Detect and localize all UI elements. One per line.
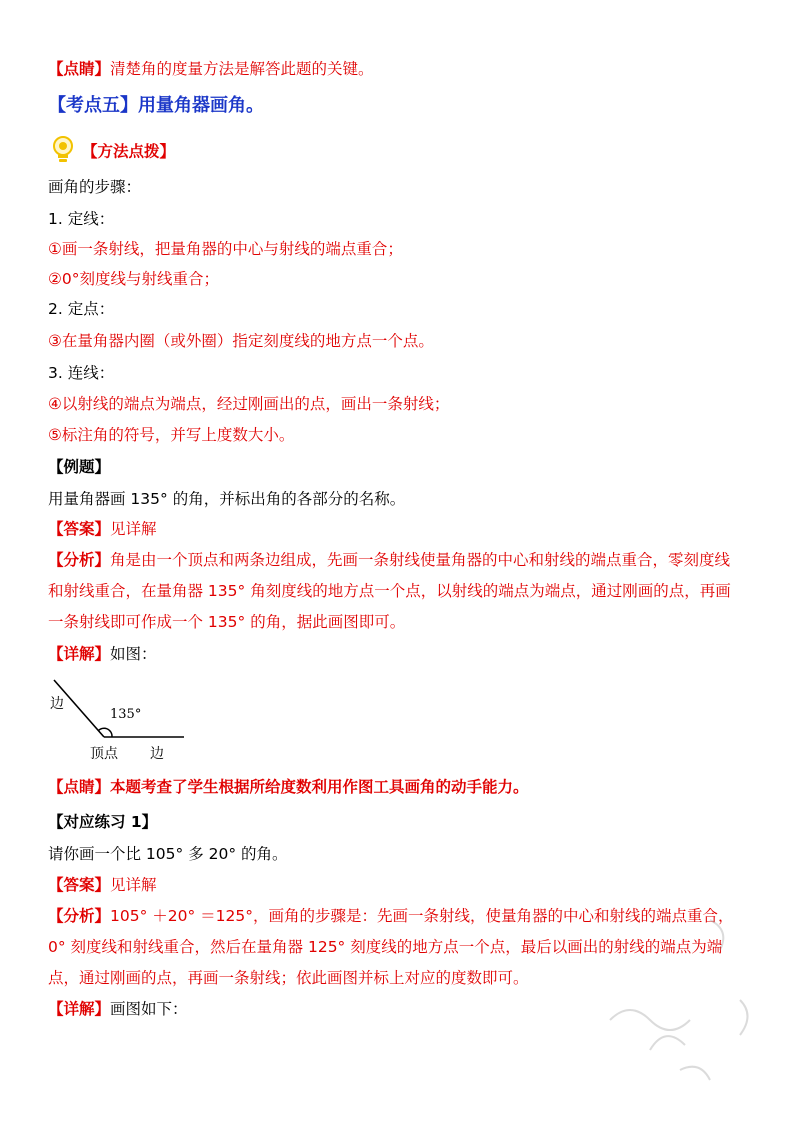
tip-tag: 【点睛】 bbox=[48, 778, 111, 796]
tip-2 bbox=[48, 776, 529, 798]
step3-a: ④以射线的端点为端点，经过刚画出的点，画出一条射线； bbox=[48, 395, 450, 413]
angle-label: 135° bbox=[110, 707, 142, 722]
detail-1 bbox=[48, 643, 157, 665]
practice-title: 【对应练习 1】 bbox=[48, 813, 158, 831]
edge-label-2: 边 bbox=[150, 746, 164, 762]
vertex-label: 顶点 bbox=[90, 746, 118, 762]
step2-title: 2. 定点： bbox=[48, 300, 115, 318]
example-text: 用量角器画 135° 的角，并标出角的各部分的名称。 bbox=[48, 490, 406, 508]
step1-b: ②0°刻度线与射线重合； bbox=[48, 270, 220, 288]
analysis-1-line-2: 和射线重合，在量角器 135° 角刻度线的地方点一个点，以射线的端点为端点，通过刚画的点，再画 bbox=[48, 582, 731, 600]
lightbulb-icon bbox=[48, 134, 78, 170]
analysis-1-line-3: 一条射线即可作成一个 135° 的角，据此画图即可。 bbox=[48, 613, 406, 631]
step2-a: ③在量角器内圈（或外圈）指定刻度线的地方点一个点。 bbox=[48, 332, 434, 350]
section-heading: 【考点五】用量角器画角。 bbox=[48, 95, 264, 116]
detail-text: 画图如下： bbox=[110, 1000, 188, 1018]
answer-2 bbox=[48, 874, 157, 896]
detail-2 bbox=[48, 998, 188, 1020]
practice-text: 请你画一个比 105° 多 20° 的角。 bbox=[48, 845, 288, 863]
step3-title: 3. 连线： bbox=[48, 364, 115, 382]
tip-line-1 bbox=[48, 58, 374, 80]
example-title: 【例题】 bbox=[48, 458, 111, 476]
answer-tag: 【答案】 bbox=[48, 520, 111, 538]
answer-text: 见详解 bbox=[110, 520, 157, 538]
step1-a: ①画一条射线，把量角器的中心与射线的端点重合； bbox=[48, 240, 403, 258]
step1-title: 1. 定线： bbox=[48, 210, 115, 228]
analysis-1-line-1 bbox=[48, 549, 730, 571]
step3-b: ⑤标注角的符号，并写上度数大小。 bbox=[48, 426, 295, 444]
analysis-text: 角是由一个顶点和两条边组成，先画一条射线使量角器的中心和射线的端点重合，零刻度线 bbox=[110, 551, 731, 569]
edge-label-1: 边 bbox=[50, 696, 64, 712]
tip-text: 清楚角的度量方法是解答此题的关键。 bbox=[110, 60, 374, 78]
analysis-tag: 【分析】 bbox=[48, 907, 111, 925]
tip-text: 本题考查了学生根据所给度数利用作图工具画角的动手能力。 bbox=[110, 778, 529, 796]
tip-tag: 【点睛】 bbox=[48, 60, 111, 78]
analysis-tag: 【分析】 bbox=[48, 551, 111, 569]
angle-diagram bbox=[44, 672, 214, 771]
analysis-text: 105° ＋20° ＝125°，画角的步骤是：先画一条射线，使量角器的中心和射线的端点重合， bbox=[110, 907, 734, 925]
detail-tag: 【详解】 bbox=[48, 1000, 111, 1018]
answer-text: 见详解 bbox=[110, 876, 157, 894]
detail-text: 如图： bbox=[110, 645, 157, 663]
answer-tag: 【答案】 bbox=[48, 876, 111, 894]
watermark-decoration bbox=[590, 880, 790, 1100]
steps-title: 画角的步骤： bbox=[48, 178, 142, 196]
method-title: 【方法点拨】 bbox=[82, 142, 176, 161]
analysis-2-line-3: 点，通过刚画的点，再画一条射线；依此画图并标上对应的度数即可。 bbox=[48, 969, 529, 987]
method-header bbox=[48, 134, 175, 170]
detail-tag: 【详解】 bbox=[48, 645, 111, 663]
analysis-2-line-2: 0° 刻度线和射线重合，然后在量角器 125° 刻度线的地方点一个点，最后以画出的射线的端点为端 bbox=[48, 938, 723, 956]
answer-1 bbox=[48, 518, 157, 540]
